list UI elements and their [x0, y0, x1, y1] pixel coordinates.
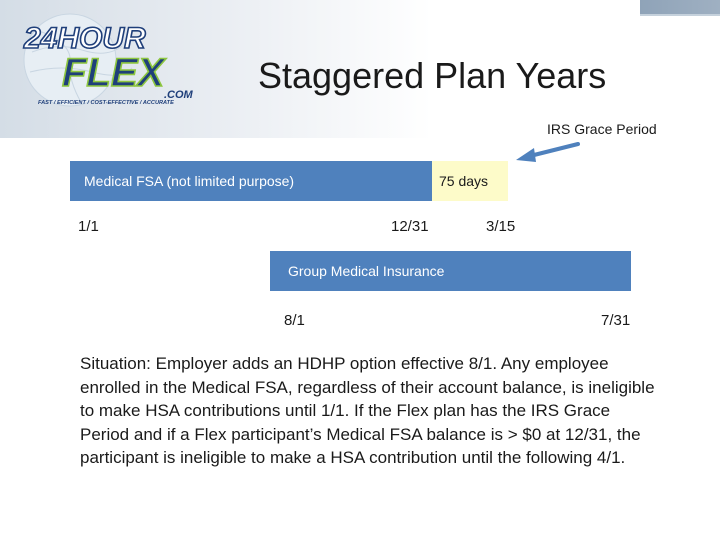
logo-tagline: .COM [164, 89, 193, 101]
logo-motto: FAST / EFFICIENT / COST-EFFECTIVE / ACCURATE [38, 100, 174, 106]
company-logo [12, 12, 222, 118]
grace-end-date: 3/15 [486, 218, 516, 235]
situation-paragraph: Situation: Employer adds an HDHP option effective 8/1. Any employee enrolled in the Medical FSA, regardless of their account balance, is ineligible to make HSA contributions until 1/1. If the Flex plan has the IRS Grace Period and if a Flex participant’s Medical FSA balance is > $0 at 12/31, the participant is ineligible to make a HSA contribution until the following 4/1. [80, 354, 655, 467]
corner-accent-bar [640, 0, 720, 14]
fsa-start-date: 1/1 [78, 218, 99, 235]
logo-line1: 24HOUR [24, 22, 146, 55]
medical-fsa-bar [70, 161, 432, 201]
corner-accent-stripe [640, 14, 720, 16]
group-medical-label: Group Medical Insurance [288, 263, 445, 279]
logo-line2: FLEX [62, 51, 165, 95]
grace-period-arrow-icon [510, 138, 590, 168]
grace-period-bar [432, 161, 508, 201]
grace-period-label: IRS Grace Period [547, 121, 657, 137]
group-medical-bar [270, 251, 631, 291]
slide-title: Staggered Plan Years [258, 55, 607, 96]
grace-period-days-label: 75 days [439, 173, 489, 189]
medical-start-date: 8/1 [284, 312, 305, 329]
medical-end-date: 7/31 [601, 312, 631, 329]
medical-fsa-label: Medical FSA (not limited purpose) [84, 173, 295, 189]
fsa-end-date: 12/31 [391, 218, 429, 235]
